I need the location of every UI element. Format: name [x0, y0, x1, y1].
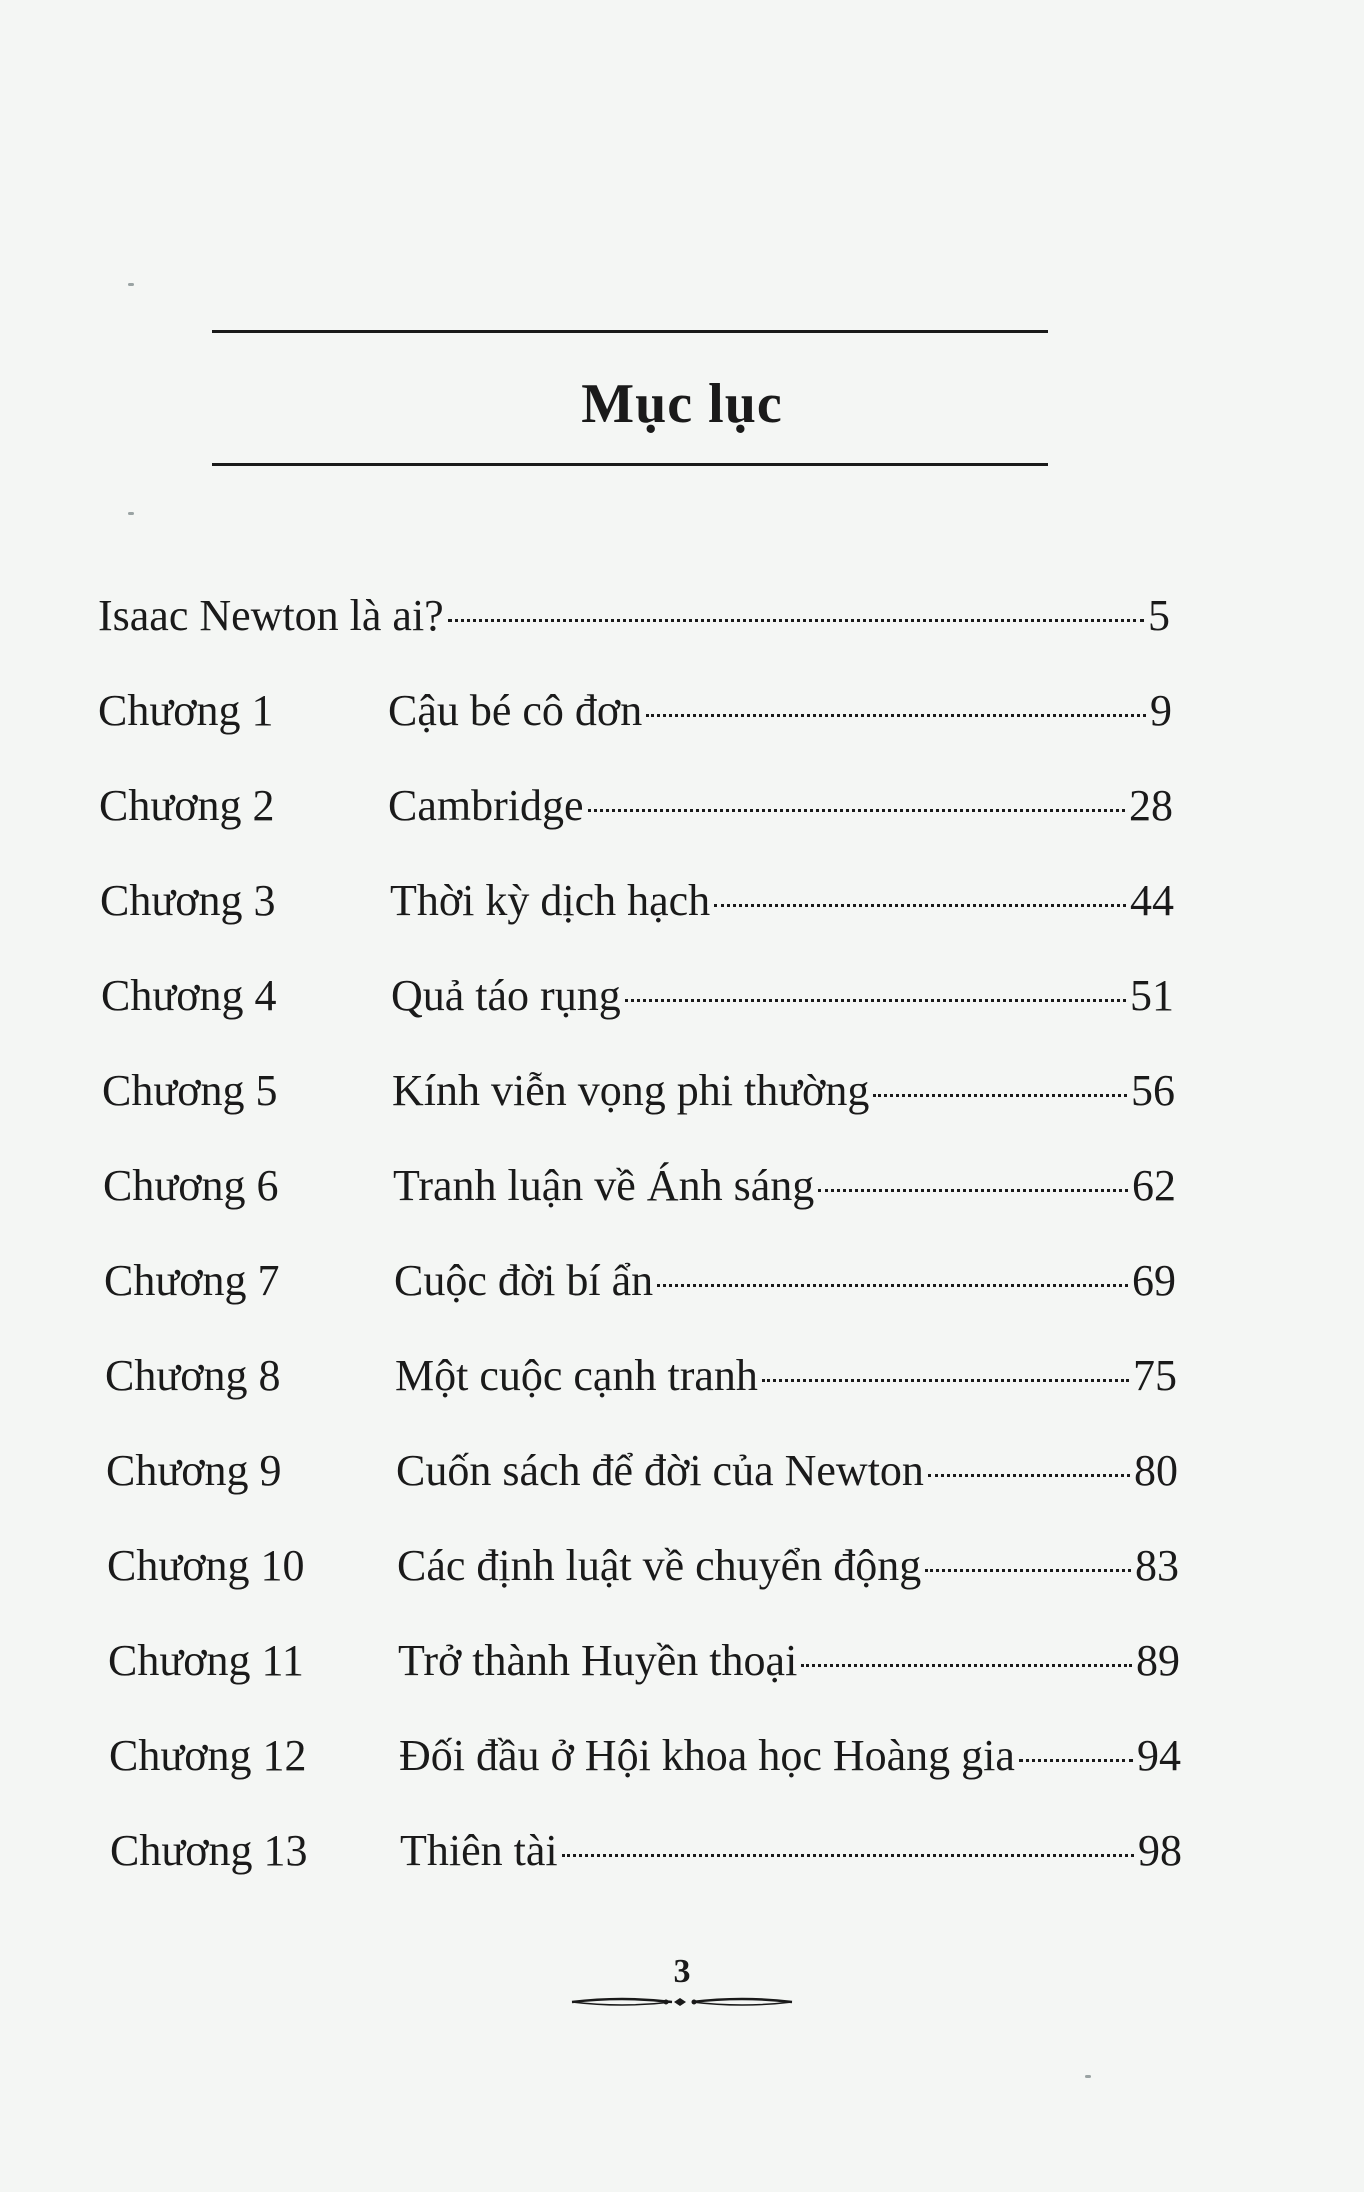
- dot-leader: [928, 1474, 1130, 1477]
- toc-entry-chapter-8: [105, 1350, 1177, 1410]
- toc-page-number: 98: [1138, 1826, 1182, 1875]
- toc-entry-title: Cuộc đời bí ẩn: [394, 1256, 654, 1305]
- title-top-rule: [212, 330, 1048, 333]
- toc-page-number: 62: [1132, 1161, 1176, 1210]
- dot-leader: [657, 1284, 1128, 1287]
- chapter-label: Chương 7: [104, 1256, 280, 1305]
- toc-entry-title: Isaac Newton là ai?: [98, 591, 444, 640]
- toc-entry-chapter-13: [110, 1825, 1182, 1885]
- chapter-label: Chương 11: [108, 1636, 304, 1685]
- dot-leader: [1019, 1759, 1133, 1762]
- toc-entry-title: Cậu bé cô đơn: [388, 686, 643, 735]
- chapter-label: Chương 8: [105, 1351, 281, 1400]
- chapter-label: Chương 1: [98, 686, 274, 735]
- toc-page-number: 44: [1130, 876, 1174, 925]
- toc-page-number: 75: [1133, 1351, 1177, 1400]
- paper-speck: [128, 283, 134, 286]
- toc-page-number: 51: [1130, 971, 1174, 1020]
- toc-page-number: 83: [1135, 1541, 1179, 1590]
- dot-leader: [448, 619, 1144, 622]
- toc-entry-title: Cambridge: [388, 781, 584, 830]
- title-bottom-rule: [212, 463, 1048, 466]
- toc-entry-chapter-6: [103, 1160, 1176, 1220]
- chapter-label: Chương 9: [106, 1446, 282, 1495]
- toc-entry-title: Trở thành Huyền thoại: [398, 1636, 798, 1685]
- toc-entry-title: Cuốn sách để đời của Newton: [396, 1446, 924, 1495]
- toc-entry-chapter-12: [109, 1730, 1181, 1790]
- toc-entry-chapter-7: [104, 1255, 1176, 1315]
- dot-leader: [925, 1569, 1131, 1572]
- toc-entry-chapter-3: [100, 875, 1174, 935]
- toc-entry-title: Thiên tài: [400, 1826, 558, 1875]
- toc-page-number: 94: [1137, 1731, 1181, 1780]
- toc-entry-title: Thời kỳ dịch hạch: [390, 876, 711, 925]
- dot-leader: [646, 714, 1146, 717]
- toc-entry-chapter-10: [107, 1540, 1179, 1600]
- toc-entry-title: Các định luật về chuyển động: [397, 1541, 922, 1590]
- dot-leader: [801, 1664, 1132, 1667]
- toc-entry-title: Một cuộc cạnh tranh: [395, 1351, 758, 1400]
- dot-leader: [762, 1379, 1129, 1382]
- toc-page-number: 80: [1134, 1446, 1178, 1495]
- chapter-label: Chương 3: [100, 876, 276, 925]
- dot-leader: [588, 809, 1125, 812]
- toc-page-number: 56: [1131, 1066, 1175, 1115]
- chapter-label: Chương 2: [99, 781, 275, 830]
- toc-entry-chapter-5: [102, 1065, 1175, 1125]
- toc-entry-title: Kính viễn vọng phi thường: [392, 1066, 870, 1115]
- toc-page-number: 28: [1129, 781, 1173, 830]
- chapter-label: Chương 13: [110, 1826, 308, 1875]
- toc-page-number: 5: [1148, 591, 1170, 640]
- paper-speck: [128, 512, 134, 515]
- toc-page-number: 9: [1150, 686, 1172, 735]
- toc-entry-chapter-1: [98, 685, 1172, 745]
- paper-speck: [1085, 2075, 1091, 2078]
- toc-entry-title: Tranh luận về Ánh sáng: [393, 1161, 815, 1210]
- dot-leader: [562, 1854, 1134, 1857]
- toc-entry-chapter-11: [108, 1635, 1180, 1695]
- toc-page-number: 89: [1136, 1636, 1180, 1685]
- chapter-label: Chương 4: [101, 971, 277, 1020]
- dot-leader: [625, 999, 1126, 1002]
- page-footer: [0, 1952, 1364, 2012]
- chapter-label: Chương 5: [102, 1066, 278, 1115]
- chapter-label: Chương 10: [107, 1541, 305, 1590]
- page-title: Mục lục: [581, 373, 783, 435]
- footer-ornament-icon: [562, 1992, 802, 2012]
- chapter-label: Chương 12: [109, 1731, 307, 1780]
- toc-entry-chapter-9: [106, 1445, 1178, 1505]
- toc-entry-title: Quả táo rụng: [391, 971, 621, 1020]
- toc-entry-chapter-4: [101, 970, 1174, 1030]
- dot-leader: [818, 1189, 1128, 1192]
- toc-page-number: 69: [1132, 1256, 1176, 1305]
- dot-leader: [873, 1094, 1127, 1097]
- page-number: 3: [673, 1953, 691, 1990]
- toc-entry-intro: [98, 590, 1170, 650]
- toc-entry-title: Đối đầu ở Hội khoa học Hoàng gia: [399, 1731, 1015, 1780]
- dot-leader: [714, 904, 1126, 907]
- chapter-label: Chương 6: [103, 1161, 279, 1210]
- toc-entry-chapter-2: [99, 780, 1173, 840]
